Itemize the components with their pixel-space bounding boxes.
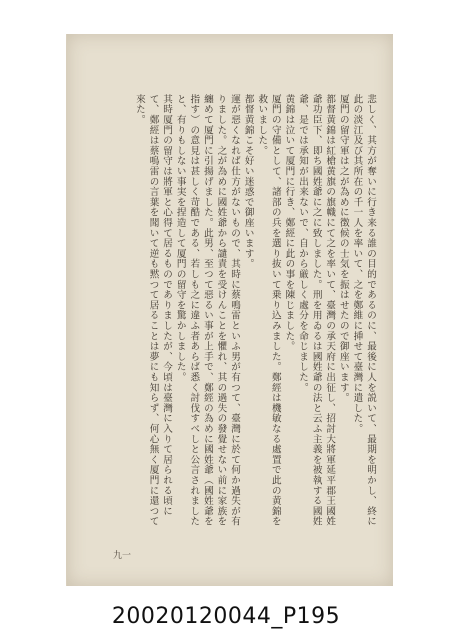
paragraph: 悲しく、其方が奪いに行き来る誰の目的であるのに、最後に人を説いて、最期を明かし、終に此の淡江及び其所在の千一人を率いて、之を鄭維に挿せて臺灣に遣した。	[351, 94, 376, 527]
paragraph: 都督黄錦こそ好い迷惑で御座います。	[242, 94, 254, 270]
paragraph: 厦門の守備として、諸部の兵を選り抜いて乗り込みました。鄭經は機敏なる處置で此の黄錦を救いました。	[256, 94, 281, 527]
image-caption: 20020120044_P195	[111, 603, 341, 629]
paragraph: 厦門の留守軍は之が為めに徴候の士気を振はせたので御座います。	[337, 94, 349, 403]
paragraph: 黄錦は泣いて厦門に行き、鄭經に此の事を陳じました。	[283, 94, 295, 352]
vertical-text-block	[107, 94, 377, 534]
book-page	[66, 34, 393, 586]
page-number: 九一	[113, 551, 132, 561]
paragraph: 運が惡くなれば仕方がないもので、其時に蔡鳴雷といふ男が有つて、臺灣に於て何か過失が有りました。之が為めに國姓爺から譴責を受けんことを懼れ、其の過失の發覺せない前に家族を纏めて厦門に引揚げました。此男、至つて惡るい事が上手で、鄭經の為めに國姓爺（國姓爺を指す）の意見は甚しく苛酷である、若しも之に違ふ者あらば悉く討伐すべしと公言されましたと、有りもしない事実を捏造して厦門の留守を驚かしました。	[174, 94, 241, 527]
paragraph: 都督黄錦は紅槍黄旗の旗幟にて之を率いて、臺灣の承天府に出征し、招討大將軍延平郡王國姓爺功臣下、即ち國姓爺に之に致しました。刑を用ゐるは國姓爺の法と云ふ主義を被執する國姓爺、是では承知が出来ないで、自から厳しく處分を命じました。	[297, 94, 336, 527]
paragraph: 其時厦門の留守は將軍と心得て居るものでありましたが、今頃は臺灣に入りて居られる頃にて、鄭經は蔡鳴雷の言葉を聞いて逆も黙つて居ることは夢にも知らず、何心無く厦門に還つて來た。	[133, 94, 173, 527]
